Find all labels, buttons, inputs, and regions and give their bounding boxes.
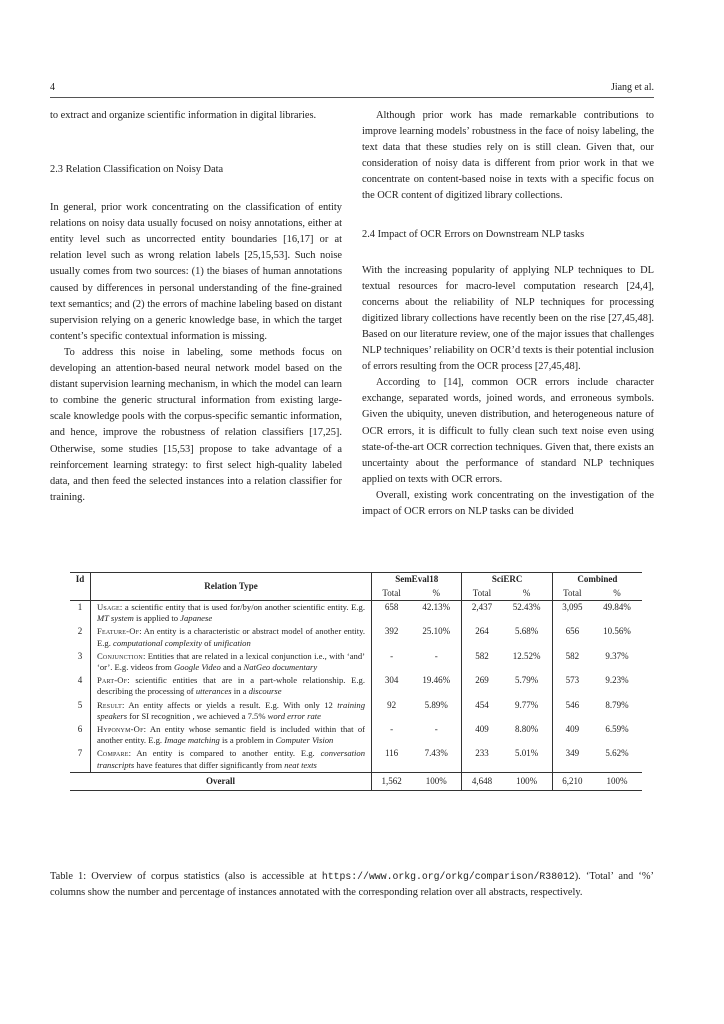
overall-row [70,772,642,791]
table-row [70,699,642,723]
example-entity: word error rate [267,710,321,721]
paragraph: Although prior work has made remarkable contributions to improve learning models’ robustness in the face of noisy labeling, the text data that these studies rely on is still clean. Given that, our consideration of noisy data is different from prior work in that we concentrate on content-based noise in texts with a specific focus on the OCR content of digitized library collections. [362,110,654,202]
combined-total: 349 [552,747,592,772]
paragraph: Overall, existing work concentrating on the investigation of the impact of OCR errors on NLP tasks can be divided [362,489,654,517]
combined-total: 573 [552,674,592,698]
description-text: : An entity is compared to another entity. E.g. [128,748,321,759]
semeval-pct: 5.89% [424,699,448,710]
table-row [70,674,642,698]
semeval-pct: 19.46% [422,675,451,686]
example-entity: Computer Vision [275,735,334,746]
description-text: : An entity affects or yields a result. E.g. With only 12 [122,699,338,710]
scierc-total: 269 [462,674,502,698]
col-header-pct: % [613,587,621,598]
scierc-total: 454 [462,699,502,723]
row-id: 4 [77,675,83,686]
col-header-relation-type: Relation Type [91,573,372,601]
col-header-combined: Combined [552,573,642,587]
example-entity: discourse [248,686,282,697]
relation-name: Conjunction [97,650,143,661]
table-row [70,625,642,649]
scierc-pct: 12.52% [512,650,541,661]
running-head: Jiang et al. [610,82,654,93]
overall-semeval-pct: 100% [425,775,447,786]
page-header [50,82,654,96]
combined-pct: 9.37% [605,650,629,661]
overall-scierc-pct: 100% [516,775,538,786]
left-column [50,108,342,506]
col-header-total: Total [462,587,502,601]
relation-description [91,723,372,747]
paragraph: To address this noise in labeling, some methods focus on developing an attention-based neural network model based on the distant supervision learning mechanism, in which the model can learn to combine the generic structural information from existing large-scale knowledge pools with the corpus-specific semantic information, and hence, improve the robustness of relation classifiers [17,25]. Otherwise, some studies [15,53] propose to take advantage of a reinforcement learning strategy: to first select high-quality labeled data, and then feed the selected instances into a relation classifier for training. [50,346,342,503]
caption-prefix: Table 1: Overview of corpus statistics (also is accessible at [50,871,322,882]
relation-description [91,650,372,674]
row-id: 7 [77,748,83,759]
description-text: : a scientific entity that is used for/by/on another scientific entity. E.g. [119,602,365,612]
description-text: is a problem in [219,735,276,746]
semeval-total: 116 [372,747,412,772]
col-header-pct: % [522,587,531,598]
overall-label: Overall [206,775,235,786]
row-id: 1 [77,602,83,612]
corpus-statistics-table [70,572,642,791]
combined-total: 546 [552,699,592,723]
scierc-total: 582 [462,650,502,674]
combined-total: 3,095 [552,601,592,626]
table-row [70,747,642,772]
scierc-total: 264 [462,625,502,649]
combined-pct: 6.59% [605,724,629,735]
description-text: have features that differ significantly from [134,759,285,770]
combined-total: 409 [552,723,592,747]
section-title: 2.4 Impact of OCR Errors on Downstream NLP tasks [362,228,585,240]
example-entity: Japanese [180,613,213,624]
page-number: 4 [50,82,55,93]
example-entity: Image matching [164,735,220,746]
col-header-total: Total [552,587,592,601]
semeval-total: 392 [372,625,412,649]
caption-url-link[interactable]: https://www.orkg.org/orkg/comparison/R38012 [321,871,575,882]
overall-combined-total: 6,210 [552,772,592,791]
row-id: 6 [77,724,83,735]
scierc-total: 409 [462,723,502,747]
description-text: and a [220,662,244,673]
relation-description [91,601,372,626]
scierc-pct: 5.01% [515,748,539,759]
header-rule [50,97,654,98]
paragraph: In general, prior work concentrating on the classification of entity relations on noisy data usually focused on noisy annotations, either at entity level such as uncorrected entity boundaries [16,17] or at relation level such as wrong relation labels [25,15,53]. Such noise usually comes from two sources: (1) the biases of human annotations caused by differences in personal understanding of the fine-grained text semantics; and (2) the errors of machine labeling based on distant supervision relying on a generic knowledge base, in which the target content’s specific contextual information is missing. [50,202,342,342]
relation-description [91,625,372,649]
semeval-pct: - [434,650,438,661]
combined-pct: 8.79% [605,699,629,710]
relation-name: Compare [97,748,129,759]
example-entity: Google Video [173,662,221,673]
scierc-total: 2,437 [462,601,502,626]
example-entity: conversation transcripts [97,748,365,770]
section-title: 2.3 Relation Classification on Noisy Data [50,164,224,176]
semeval-pct: 25.10% [422,626,451,637]
overall-combined-pct: 100% [606,775,628,786]
scierc-pct: 52.43% [512,602,541,612]
relation-name: Usage [97,602,120,612]
overall-scierc-total: 4,648 [462,772,502,791]
example-entity: unification [213,637,251,648]
description-text: : An entity whose semantic field is included within that of another entity. E.g. [97,724,365,746]
col-header-id: Id [75,574,85,584]
semeval-total: 658 [372,601,412,626]
combined-pct: 10.56% [603,626,631,637]
scierc-pct: 5.79% [515,675,539,686]
description-text: : An entity is a characteristic or abstract model of another entity. E.g. [97,626,365,648]
example-entity: training speakers [97,699,365,721]
col-header-total: Total [372,587,412,601]
combined-pct: 5.62% [605,748,629,759]
col-header-pct: % [432,587,441,598]
row-id: 3 [77,650,83,661]
table-caption [50,869,654,901]
relation-name: Hyponym-Of [97,724,144,735]
scierc-pct: 8.80% [515,724,539,735]
description-text: is applied to [133,613,181,624]
row-id: 2 [77,626,83,637]
combined-total: 656 [552,625,592,649]
example-entity: neat texts [284,759,317,770]
combined-pct: 9.23% [605,675,629,686]
table-row [70,723,642,747]
semeval-pct: - [434,724,438,735]
description-text: in a [231,686,249,697]
description-text: : Entities that are related in a lexical conjunction i.e., with ‘and’ ‘or’. E.g. videos from [97,650,365,673]
paragraph: With the increasing popularity of applying NLP techniques to DL textual resources for macro-level computation research [24,4], concerns about the reliability of NLP techniques for processing digitized library collections have recently been on the rise [27,45,48]. Based on our literature review, one of the major issues that challenges NLP techniques’ reliability on OCR’d texts is their potential inclusion of errors resulting from the OCR process [27,45,48]. [362,264,654,373]
table-row [70,601,642,626]
scierc-pct: 5.68% [515,626,539,637]
description-text: of [202,637,214,648]
paragraph: According to [14], common OCR errors include character exchange, separated words, joined words, and erroneous symbols. Given the ubiquity, uneven distribution, and heterogeneous nature of OCR errors, it is difficult to fully clean such text noise even using state-of-the-art OCR correction techniques. Given that, there exists an uncertainty about the performance of standard NLP techniques applied on texts with OCR errors. [362,377,654,485]
paragraph: to extract and organize scientific information in digital libraries. [50,110,317,121]
right-column [362,108,654,520]
description-text: for SI recognition , we achieved a 7.5% [127,710,268,721]
row-id: 5 [77,699,83,710]
semeval-pct: 42.13% [422,602,451,612]
description-text: : scientific entities that are in a part-whole relationship. E.g. describing the processing of [97,675,365,697]
relation-description [91,674,372,698]
relation-description [91,699,372,723]
combined-pct: 49.84% [603,602,631,612]
example-entity: NatGeo documentary [243,662,318,673]
semeval-total: - [372,650,412,674]
combined-total: 582 [552,650,592,674]
relation-name: Feature-Of [97,626,140,637]
overall-semeval-total: 1,562 [372,772,412,791]
semeval-total: 92 [372,699,412,723]
col-header-scierc: SciERC [462,573,552,587]
scierc-pct: 9.77% [515,699,539,710]
relation-name: Result [97,699,123,710]
table-row [70,650,642,674]
col-header-semeval: SemEval18 [372,573,462,587]
scierc-total: 233 [462,747,502,772]
relation-description [91,747,372,772]
semeval-total: 304 [372,674,412,698]
example-entity: computational complexity [113,637,203,648]
caption-suffix: ). ‘Total’ and ‘%’ columns show the number and percentage of instances annotated with the corresponding relation over all abstracts, respectively. [50,871,655,899]
example-entity: MT system [97,613,134,624]
example-entity: utterances [195,686,232,697]
semeval-pct: 7.43% [424,748,448,759]
semeval-total: - [372,723,412,747]
relation-name: Part-Of [97,675,128,686]
